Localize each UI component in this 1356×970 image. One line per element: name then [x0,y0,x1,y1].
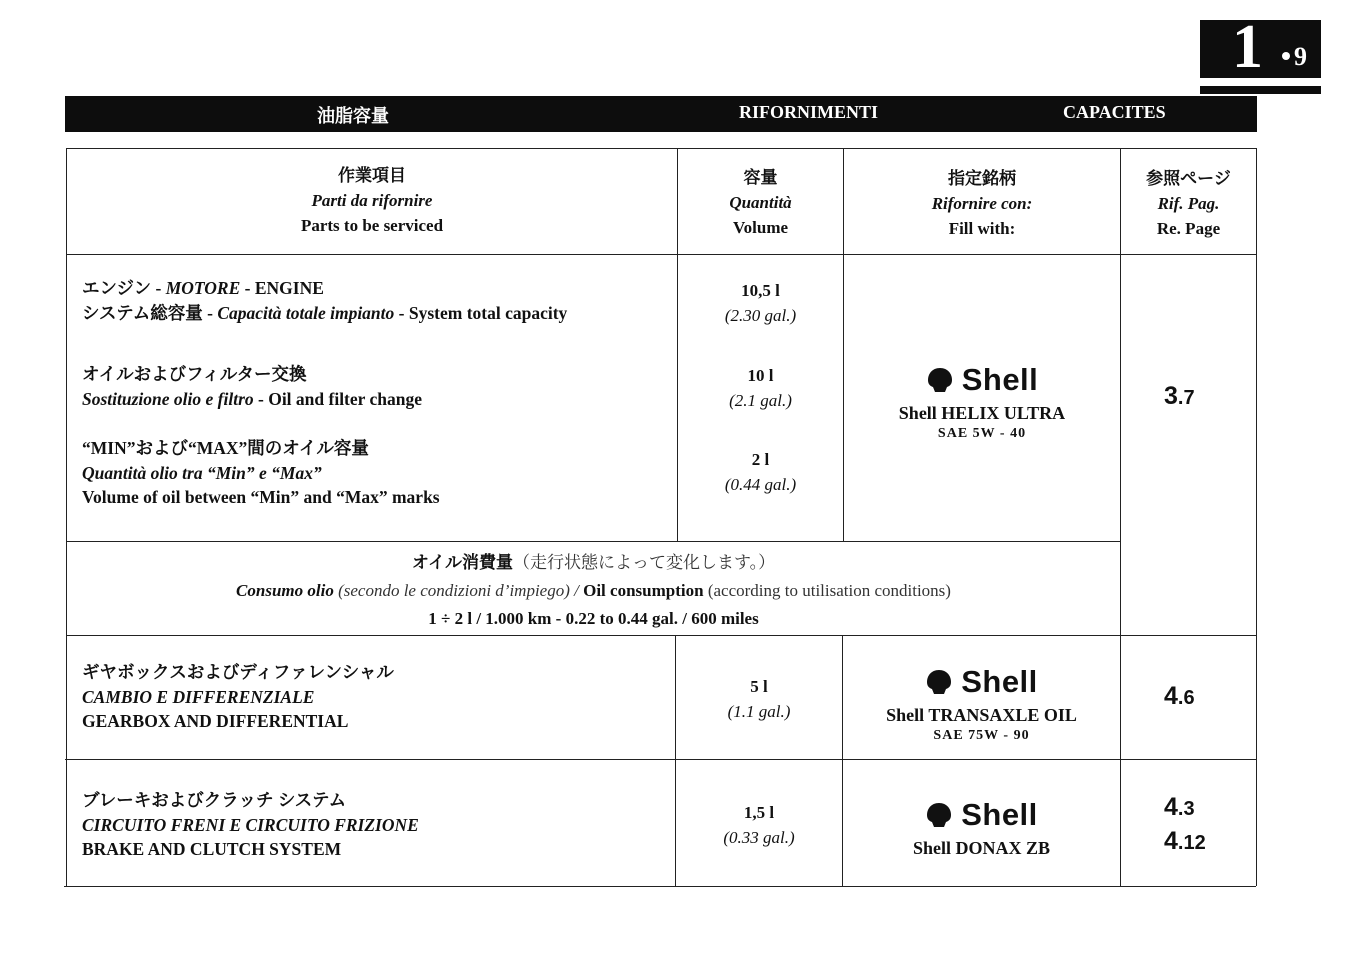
gearbox-row-divider [65,759,1256,760]
chapter-number: 1 [1232,13,1263,81]
shell-brand-text: Shell [961,664,1038,699]
col-header-fill [844,166,1120,241]
consumption-en-note: (according to utilisation conditions) [703,581,951,600]
gearbox-ref-page [1164,682,1195,711]
gearbox-lubricant [843,664,1120,744]
engine-title-it: MOTORE [165,278,241,298]
shell-brand-text: Shell [961,797,1038,832]
col-header-fill-en: Fill with: [948,219,1016,238]
oil-min-max-jp: “MIN”および“MAX”間のオイル容量 [82,438,369,458]
shell-logo [925,664,1038,700]
engine-total-jp: システム総容量 - [82,302,218,323]
brake-en: BRAKE AND CLUTCH SYSTEM [82,839,342,859]
oil-consumption [67,549,1120,633]
engine-ref-page-number: .7 [1177,387,1195,409]
section-header-band [65,96,1257,132]
col-header-parts-en: Parts to be serviced [300,216,444,235]
engine-oil-grade: SAE 5W - 40 [937,426,1027,441]
header-title-fr: CAPACITES [1063,102,1166,122]
consumption-it: Consumo olio [236,581,334,600]
gearbox-gallons: (1.1 gal.) [727,702,791,721]
gearbox-volume [676,674,842,724]
engine-total-gallons: (2.30 gal.) [724,306,797,325]
engine-ref-chapter: 3 [1164,382,1178,410]
engine-total-volume [678,278,843,328]
oil-min-max-en: Volume of oil between “Min” and “Max” marks [82,487,440,507]
col-header-fill-it: Rifornire con: [931,194,1033,213]
consumption-en: Oil consumption [583,581,704,600]
col-header-ref-it: Rif. Pag. [1157,194,1220,213]
min-max-volume [678,447,843,497]
col-header-qty-jp: 容量 [743,168,778,187]
col-header-qty [678,165,843,240]
oil-min-max [82,436,672,510]
oil-min-max-it: Quantità olio tra “Min” e “Max” [82,462,322,483]
engine-row-divider [66,541,1120,542]
table-border-right [1256,148,1257,886]
consumption-jp: オイル消費量 [411,553,513,572]
engine-title [82,276,672,301]
oil-filter-jp: オイルおよびフィルター交換 [82,364,307,384]
gearbox-ref-page-number: .6 [1177,687,1195,709]
consumption-it-note: (secondo le condizioni d’impiego) / [333,581,584,600]
oil-filter-it: Sostituzione olio e filtro [82,388,254,409]
col-header-parts [67,163,677,238]
engine-ref-page [1164,382,1195,411]
table-border-left [66,148,67,886]
brake-parts [82,788,672,862]
brake-ref2-chapter: 4 [1164,827,1178,855]
brake-ref1-chapter: 4 [1164,793,1178,821]
col-header-qty-it: Quantità [729,193,792,212]
badge-dot [1282,52,1290,60]
oil-filter-change [82,362,672,411]
col-header-qty-en: Volume [732,218,789,237]
shell-brand-text: Shell [961,362,1039,397]
engine-parts [82,276,672,325]
badge-underline [1200,86,1321,94]
brake-volume [676,800,842,850]
shell-icon [925,801,953,829]
consumption-rate: 1 ÷ 2 l / 1.000 km - 0.22 to 0.44 gal. / 600 miles [428,609,759,628]
engine-title-en: - ENGINE [240,278,324,298]
brake-fluid-product: Shell DONAX ZB [912,838,1051,858]
brake-ref-pages [1164,792,1206,860]
page-number: 9 [1294,42,1307,71]
header-title-it: RIFORNIMENTI [739,102,879,122]
col-header-parts-jp: 作業項目 [338,166,406,185]
header-title-jp: 油脂容量 [317,106,389,126]
col-header-ref [1121,166,1256,241]
gearbox-ref-chapter: 4 [1164,682,1178,710]
engine-total-litres: 10,5 l [741,281,780,300]
brake-jp: ブレーキおよびクラッチ システム [82,790,347,810]
brake-ref1-page-number: .3 [1177,798,1195,820]
col-header-ref-jp: 参照ページ [1146,169,1231,188]
shell-icon [926,366,954,394]
consumption-row-divider [66,635,1257,636]
min-max-litres: 2 l [751,450,770,469]
consumption-jp-note: （走行状態によって変化します。） [513,553,776,572]
engine-oil-product: Shell HELIX ULTRA [898,403,1066,423]
gearbox-parts [82,660,672,734]
shell-icon [925,668,953,696]
table-border-top [66,148,1257,149]
gearbox-en: GEARBOX AND DIFFERENTIAL [82,711,349,731]
brake-ref2-page-number: .12 [1177,832,1206,854]
oil-change-volume [678,363,843,413]
gearbox-jp: ギヤボックスおよびディファレンシャル [82,662,394,682]
page-number-badge [1200,13,1321,81]
header-row-divider [66,254,1257,255]
brake-gallons: (0.33 gal.) [723,828,795,847]
engine-title-jp: エンジン - [82,278,166,298]
engine-total-it: Capacità totale impianto [217,302,395,323]
col-divider-3 [1120,148,1121,886]
shell-logo [926,362,1039,398]
col-header-fill-jp: 指定銘柄 [948,169,1016,188]
shell-logo [925,797,1038,833]
engine-total-en: - System total capacity [394,302,568,323]
gearbox-it: CAMBIO E DIFFERENZIALE [82,686,315,707]
min-max-gallons: (0.44 gal.) [724,475,797,494]
engine-total-capacity [82,301,672,326]
gearbox-oil-grade: SAE 75W - 90 [933,728,1030,743]
brake-it: CIRCUITO FRENI E CIRCUITO FRIZIONE [82,814,419,835]
table-border-bottom [64,886,1256,887]
engine-lubricant [844,362,1120,442]
col-header-parts-it: Parti da rifornire [311,191,433,210]
brake-fluid [843,797,1120,859]
gearbox-oil-product: Shell TRANSAXLE OIL [886,705,1077,725]
gearbox-litres: 5 l [750,677,768,696]
oil-filter-en: - Oil and filter change [253,388,422,409]
oil-change-gallons: (2.1 gal.) [729,391,792,410]
oil-change-litres: 10 l [747,366,774,385]
col-header-ref-en: Re. Page [1156,219,1221,238]
brake-litres: 1,5 l [743,803,775,822]
